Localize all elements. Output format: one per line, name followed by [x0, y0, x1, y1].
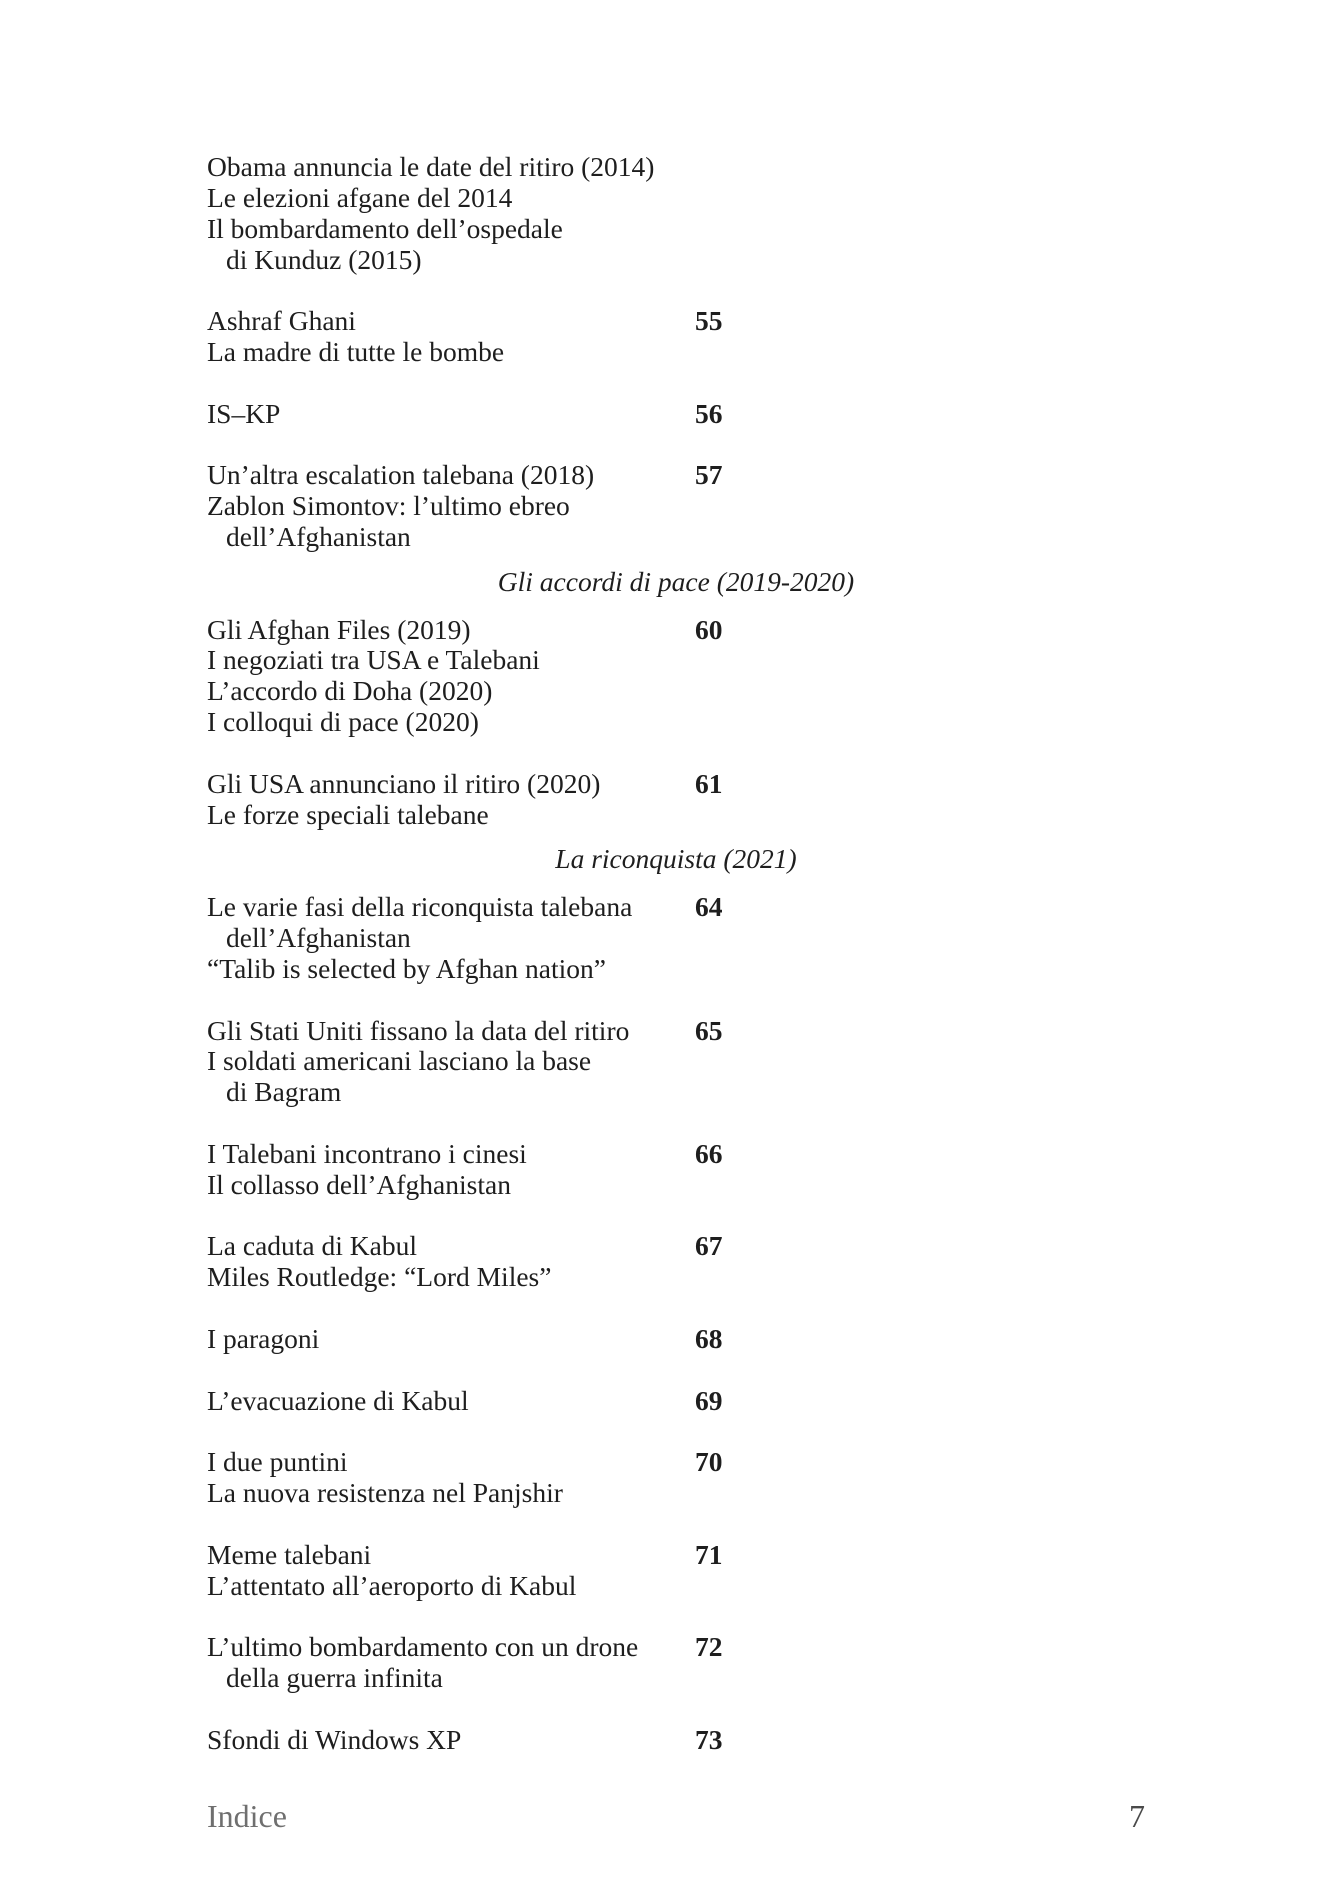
toc-entry-line: I paragoni — [207, 1322, 320, 1354]
toc-entry — [207, 1386, 1145, 1417]
toc-entry-line: I Talebani incontrano i cinesi — [207, 1137, 527, 1169]
toc-entry-line: I negoziati tra USA e Talebani — [207, 644, 540, 676]
toc-page-number: 56 — [695, 397, 723, 429]
toc-entry-line: di Kunduz (2015) — [226, 243, 422, 275]
toc-entry-line: Obama annuncia le date del ritiro (2014) — [207, 151, 655, 182]
toc-entry — [207, 1725, 1145, 1756]
toc-page-number: 57 — [695, 459, 723, 491]
toc-entry-line: Ashraf Ghani — [207, 305, 356, 337]
toc-page-number: 64 — [695, 891, 723, 923]
toc-entry-line: La caduta di Kabul — [207, 1230, 417, 1262]
toc-entry — [207, 615, 1145, 738]
toc-entry — [207, 1231, 1145, 1293]
toc-section-heading: Gli accordi di pace (2019-2020) — [497, 565, 855, 597]
toc-entry-line: Le varie fasi della riconquista talebana — [207, 891, 633, 923]
toc-section — [207, 843, 1145, 1786]
toc-entry-line: Il collasso dell’Afghanistan — [207, 1168, 511, 1200]
toc-page-number: 72 — [695, 1631, 723, 1663]
toc-page-number: 68 — [695, 1322, 723, 1354]
toc-entry — [207, 769, 1145, 831]
toc-entry — [207, 460, 1145, 553]
toc-entry-line: I colloqui di pace (2020) — [207, 706, 479, 738]
toc-entry — [207, 1632, 1145, 1694]
toc-entry — [207, 399, 1145, 430]
toc-entry-line: L’attentato all’aeroporto di Kabul — [207, 1569, 577, 1601]
toc-entry-line: Le elezioni afgane del 2014 — [207, 181, 513, 213]
toc-page-number: 55 — [695, 305, 723, 337]
toc-section — [207, 152, 1145, 584]
toc-entry-line: Gli USA annunciano il ritiro (2020) — [207, 767, 601, 799]
toc-entry-line: Gli Afghan Files (2019) — [207, 613, 471, 645]
toc-entry-line: Il bombardamento dell’ospedale — [207, 212, 563, 244]
folio-page-number: 7 — [1129, 1798, 1145, 1834]
toc-entry — [207, 892, 1145, 985]
toc-entry — [207, 152, 1145, 275]
running-footer-title: Indice — [207, 1798, 287, 1834]
toc-entry-line: di Bagram — [226, 1076, 342, 1108]
toc-entry-line: I due puntini — [207, 1446, 348, 1478]
toc-entry-line: Un’altra escalation talebana (2018) — [207, 459, 595, 491]
toc-entry-line: IS–KP — [207, 397, 281, 429]
toc-entry-line: Le forze speciali talebane — [207, 798, 489, 830]
toc-entry-line: Zablon Simontov: l’ultimo ebreo — [207, 490, 570, 522]
toc-entry-line: La nuova resistenza nel Panjshir — [207, 1477, 563, 1509]
toc-section-heading: La riconquista (2021) — [555, 843, 797, 875]
toc-page-number: 71 — [695, 1538, 723, 1570]
toc-entry-line: La madre di tutte le bombe — [207, 336, 505, 368]
toc-page-number: 67 — [695, 1230, 723, 1262]
toc-page-number: 61 — [695, 767, 723, 799]
toc-entry-line: I soldati americani lasciano la base — [207, 1045, 592, 1077]
toc-page-number: 65 — [695, 1014, 723, 1046]
toc-entry-line: dell’Afghanistan — [226, 922, 411, 953]
toc-entry-line: Meme talebani — [207, 1538, 372, 1570]
toc-page-number: 66 — [695, 1137, 723, 1169]
toc-entry — [207, 1540, 1145, 1602]
toc-section — [207, 565, 1145, 862]
toc-entry-line: L’ultimo bombardamento con un drone — [207, 1631, 639, 1663]
toc-entry-line: “Talib is selected by Afghan nation” — [207, 952, 606, 984]
toc-page-number: 70 — [695, 1446, 723, 1478]
toc-entry-line: L’accordo di Doha (2020) — [207, 675, 493, 707]
toc-page-number: 69 — [695, 1384, 723, 1416]
toc-entry — [207, 1324, 1145, 1355]
toc-page-number: 73 — [695, 1723, 723, 1755]
toc-entry-line: Miles Routledge: “Lord Miles” — [207, 1261, 552, 1293]
toc-entry — [207, 306, 1145, 368]
table-of-contents — [207, 152, 1145, 1786]
toc-page-number: 60 — [695, 613, 723, 645]
toc-entry-line: Sfondi di Windows XP — [207, 1723, 462, 1755]
toc-entry-line: dell’Afghanistan — [226, 521, 411, 553]
toc-entry — [207, 1016, 1145, 1109]
toc-entry — [207, 1139, 1145, 1201]
toc-entry-line: L’evacuazione di Kabul — [207, 1384, 469, 1416]
toc-entry-line: Gli Stati Uniti fissano la data del ritiro — [207, 1014, 630, 1046]
toc-entry — [207, 1447, 1145, 1509]
toc-entry-line: della guerra infinita — [226, 1662, 443, 1694]
